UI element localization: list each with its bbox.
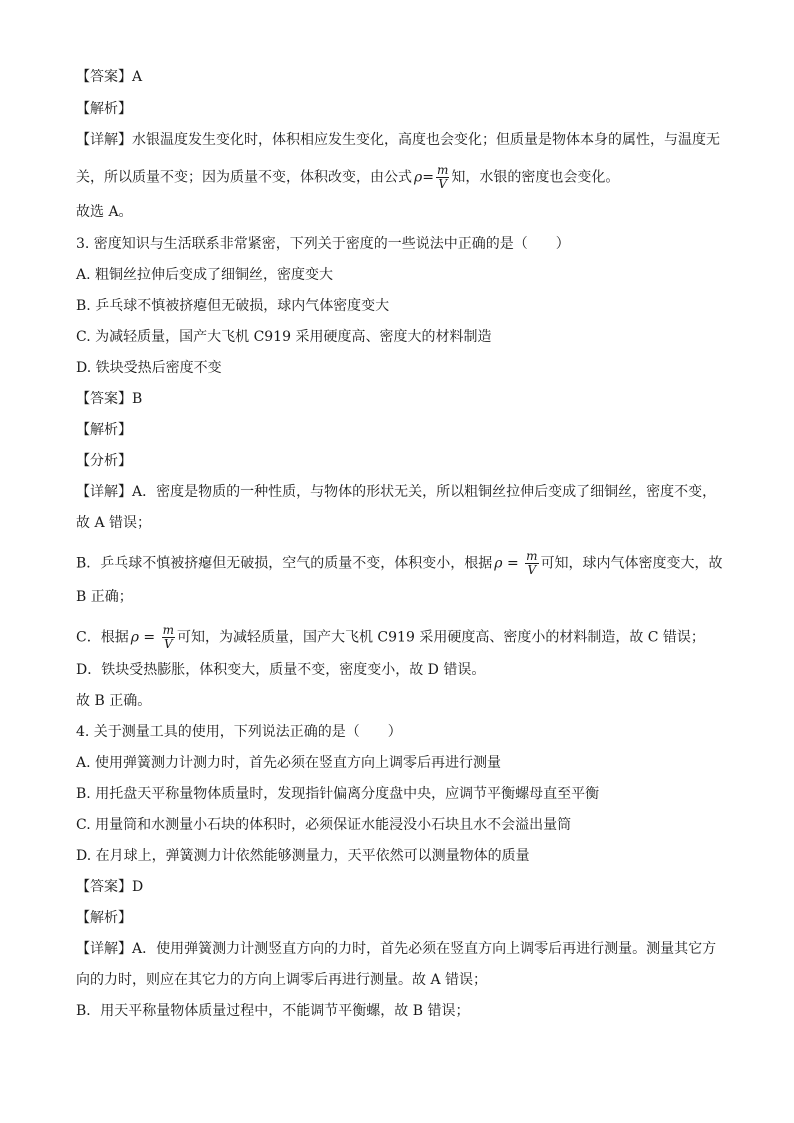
conclusion-line: 故选 A。: [76, 204, 133, 220]
detail-line: 向的力时，则应在其它力的方向上调零后再进行测量。故 A 错误；: [76, 972, 488, 988]
detail-line: B．乒乓球不慎被挤瘪但无破损，空气的质量不变，体积变小，根据 ρ = $\frac{m}{V}$ 可知，球内气体密度变大，故: [76, 549, 723, 577]
density-formula: ρ = $\frac{m}{V}$: [494, 549, 538, 577]
analysis-heading: [76, 99, 726, 119]
answer-line-2: [76, 67, 726, 87]
detail-line: B 正确；: [76, 589, 133, 605]
option-3b: B. 乒乓球不慎被挤瘪但无破损，球内气体密度变大: [76, 298, 390, 314]
question-4: 4. 关于测量工具的使用，下列说法正确的是（ ）: [76, 724, 402, 740]
detail-label: 【详解】: [76, 132, 132, 148]
detail-text: 水银温度发生变化时，体积相应发生变化，高度也会变化；但质量是物体本身的属性，与温度无: [132, 132, 720, 148]
detail-line: [76, 130, 726, 150]
answer-value: A: [132, 69, 143, 85]
answer-value: D: [132, 879, 144, 895]
option-4b: B. 用托盘天平称量物体质量时，发现指针偏离分度盘中央，应调节平衡螺母直至平衡: [76, 786, 600, 802]
option-4a: A. 使用弹簧测力计测力时，首先必须在竖直方向上调零后再进行测量: [76, 755, 502, 771]
detail-line: 故 A 错误；: [76, 515, 152, 531]
option-3d: D. 铁块受热后密度不变: [76, 360, 222, 376]
answer-label: 【答案】: [76, 69, 132, 85]
analysis-heading: 【解析】: [76, 910, 132, 926]
analysis-label: 【解析】: [76, 101, 132, 117]
detail-line: C．根据 ρ = $\frac{m}{V}$ 可知，为减轻质量，国产大飞机 C919 采用硬度高、密度小的材料制造，故 C 错误；: [76, 623, 705, 651]
detail-line: B．用天平称量物体质量过程中，不能调节平衡螺，故 B 错误；: [76, 1003, 470, 1019]
option-3c: C. 为减轻质量，国产大飞机 C919 采用硬度高、密度大的材料制造: [76, 329, 492, 345]
detail-text: 知，水银的密度也会变化。: [451, 169, 620, 186]
density-formula: ρ = $\frac{m}{V}$: [130, 623, 174, 651]
option-4c: C. 用量筒和水测量小石块的体积时，必须保证水能浸没小石块且水不会溢出量筒: [76, 817, 572, 833]
conclusion-line: 故 B 正确。: [76, 693, 152, 709]
analysis2-heading: 【分析】: [76, 453, 132, 469]
answer-value: B: [132, 391, 143, 407]
answer-line-4: 【答案】D: [76, 879, 144, 895]
detail-text: 关，所以质量不变；因为质量不变，体积改变，由公式: [76, 169, 412, 186]
detail-line: D．铁块受热膨胀，体积变大，质量不变，密度变小，故 D 错误。: [76, 662, 486, 678]
density-formula: ρ= $\frac{m}{V}$: [414, 163, 449, 191]
analysis-heading: 【解析】: [76, 422, 132, 438]
detail-line: 【详解】A．使用弹簧测力计测竖直方向的力时，首先必须在竖直方向上调零后再进行测量。测量其它方: [76, 941, 717, 957]
option-4d: D. 在月球上，弹簧测力计依然能够测量力，天平依然可以测量物体的质量: [76, 848, 530, 864]
option-3a: A. 粗铜丝拉伸后变成了细铜丝，密度变大: [76, 267, 334, 283]
detail-line: [76, 164, 726, 191]
detail-line: 【详解】A．密度是物质的一种性质，与物体的形状无关，所以粗铜丝拉伸后变成了细铜丝，密度不变，: [76, 484, 717, 500]
answer-line-3: 【答案】B: [76, 391, 143, 407]
question-3: 3. 密度知识与生活联系非常紧密，下列关于密度的一些说法中正确的是（ ）: [76, 236, 570, 252]
